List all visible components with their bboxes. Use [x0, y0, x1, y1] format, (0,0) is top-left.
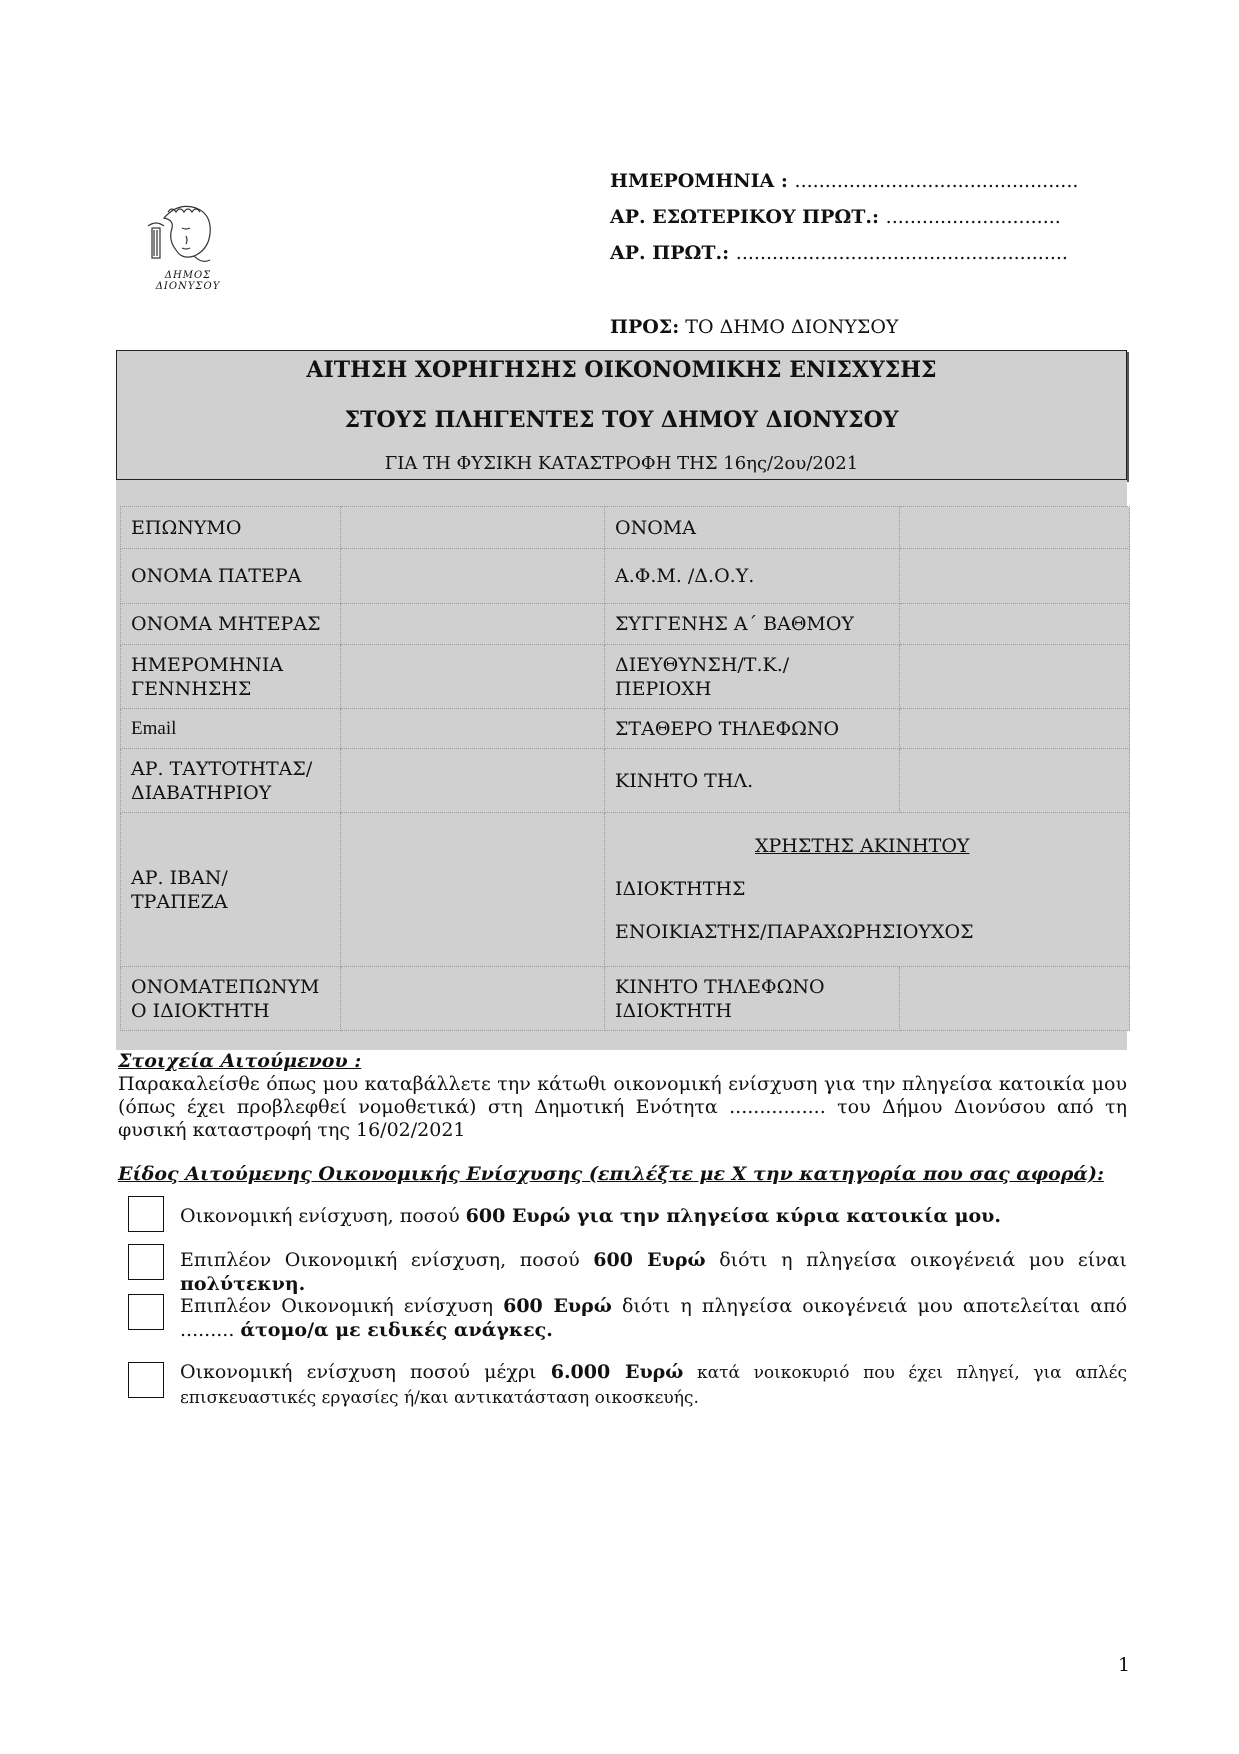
- option-3-text-middle: διότι η πληγείσα οικογένειά μου αποτελείται από .........: [180, 1295, 1128, 1341]
- afm-label: Α.Φ.Μ. /Δ.Ο.Υ.: [605, 549, 900, 604]
- mobile-label: ΚΙΝΗΤΟ ΤΗΛ.: [605, 749, 900, 813]
- form-row: [121, 749, 1130, 813]
- mother-name-label: ΟΝΟΜΑ ΜΗΤΕΡΑΣ: [121, 604, 341, 645]
- form-row: [121, 709, 1130, 749]
- title-box: [116, 350, 1127, 480]
- option-4-text-normal: Οικονομική ενίσχυση ποσού μέχρι: [180, 1361, 551, 1383]
- municipality-logo: [138, 198, 238, 292]
- surname-label: ΕΠΩΝΥΜΟ: [121, 507, 341, 549]
- owner-name-label-line-1: ΟΝΟΜΑΤΕΠΩΝΥΜ: [131, 975, 320, 998]
- date-dots[interactable]: ...............................................: [794, 170, 1079, 192]
- owner-phone-label-line-2: ΙΔΙΟΚΤΗΤΗ: [615, 999, 732, 1022]
- option-3-checkbox[interactable]: [128, 1294, 164, 1330]
- option-4-text-rest: κατά νοικοκυριό που έχει πληγεί, για απλές επισκευαστικές εργασίες ή/και αντικατάσταση οικοσκευής.: [180, 1363, 1127, 1408]
- father-name-input[interactable]: [341, 549, 605, 604]
- owner-name-label-line-2: Ο ΙΔΙΟΚΤΗΤΗ: [131, 999, 270, 1022]
- mother-name-input[interactable]: [341, 604, 605, 645]
- page-number: 1: [1118, 1654, 1131, 1676]
- title-line-1: ΑΙΤΗΣΗ ΧΟΡΗΓΗΣΗΣ ΟΙΚΟΝΟΜΙΚΗΣ ΕΝΙΣΧΥΣΗΣ: [306, 357, 937, 383]
- relative-label: ΣΥΓΓΕΝΗΣ Α΄ ΒΑΘΜΟΥ: [605, 604, 900, 645]
- iban-label: [121, 813, 341, 967]
- name-label: ΟΝΟΜΑ: [605, 507, 900, 549]
- mobile-input[interactable]: [900, 749, 1130, 813]
- name-input[interactable]: [900, 507, 1130, 549]
- owner-phone-label-line-1: ΚΙΝΗΤΟ ΤΗΛΕΦΩΝΟ: [615, 975, 825, 998]
- address-label: [605, 645, 900, 709]
- option-4-amount: 6.000 Ευρώ: [550, 1361, 684, 1383]
- option-2-amount: 600 Ευρώ: [593, 1249, 706, 1271]
- property-user-cell: [605, 813, 1130, 967]
- address-label-line-2: ΠΕΡΙΟΧΗ: [615, 677, 712, 700]
- option-2-text-middle: διότι η πληγείσα οικογένειά μου είναι: [705, 1249, 1128, 1271]
- tenant-option[interactable]: ΕΝΟΙΚΙΑΣΤΗΣ/ΠΑΡΑΧΩΡΗΣΙΟΥΧΟΣ: [615, 921, 974, 943]
- landline-input[interactable]: [900, 709, 1130, 749]
- dionysus-head-icon: [138, 198, 238, 270]
- applicant-statement: Παρακαλείσθε όπως μου καταβάλλετε την κάτωθι οικονομική ενίσχυση για την πληγείσα κατοικία μου (όπως έχει προβλεφθεί νομοθετικά) στη Δημοτική Ενότητα ................ του Δήμου Διονύσου από τη φυσική καταστροφή της 16/02/2021: [118, 1073, 1127, 1141]
- relative-input[interactable]: [900, 604, 1130, 645]
- birth-date-label: [121, 645, 341, 709]
- option-1-checkbox[interactable]: [128, 1196, 164, 1232]
- date-label: ΗΜΕΡΟΜΗΝΙΑ :: [610, 170, 788, 192]
- option-2-text: [180, 1248, 1127, 1296]
- birth-date-label-line-1: ΗΜΕΡΟΜΗΝΙΑ: [131, 653, 284, 676]
- option-3-amount: 600 Ευρώ: [503, 1295, 612, 1317]
- recipient-line: [610, 316, 898, 338]
- form-row: [121, 507, 1130, 549]
- title-line-3: ΓΙΑ ΤΗ ΦΥΣΙΚΗ ΚΑΤΑΣΤΡΟΦΗ ΤΗΣ 16ης/2ου/2021: [384, 453, 859, 474]
- father-name-label: ΟΝΟΜΑ ΠΑΤΕΡΑ: [121, 549, 341, 604]
- afm-input[interactable]: [900, 549, 1130, 604]
- option-4-text: [180, 1360, 1127, 1410]
- email-label: Email: [121, 709, 341, 749]
- owner-name-label: [121, 967, 341, 1031]
- option-3-text-bold-end: άτομο/α με ειδικές ανάγκες.: [240, 1319, 553, 1341]
- option-2-checkbox[interactable]: [128, 1244, 164, 1280]
- logo-caption: ΔΗΜΟΣ ΔΙΟΝΥΣΟΥ: [155, 270, 221, 292]
- option-1-text-bold: 600 Ευρώ για την πληγείσα κύρια κατοικία μου.: [465, 1205, 1001, 1227]
- aid-type-section-title: Είδος Αιτούμενης Οικονομικής Ενίσχυσης (επιλέξτε με Χ την κατηγορία που σας αφορά):: [118, 1163, 1105, 1185]
- id-label: [121, 749, 341, 813]
- protocol-dots[interactable]: .......................................................: [735, 242, 1068, 264]
- iban-label-line-1: ΑΡ. IBAN/: [131, 866, 228, 889]
- applicant-section-title: Στοιχεία Αιτούμενου :: [118, 1050, 362, 1072]
- owner-option[interactable]: ΙΔΙΟΚΤΗΤΗΣ: [615, 878, 746, 900]
- birth-date-label-line-2: ΓΕΝΝΗΣΗΣ: [131, 677, 252, 700]
- id-label-line-1: ΑΡ. ΤΑΥΤΟΤΗΤΑΣ/: [131, 757, 313, 780]
- option-3-text-normal: Επιπλέον Οικονομική ενίσχυση: [180, 1295, 504, 1317]
- email-input[interactable]: [341, 709, 605, 749]
- option-3-text: [180, 1294, 1127, 1342]
- address-input[interactable]: [900, 645, 1130, 709]
- recipient-value: ΤΟ ΔΗΜΟ ΔΙΟΝΥΣΟΥ: [685, 316, 899, 338]
- form-row: [121, 967, 1130, 1031]
- recipient-label: ΠΡΟΣ:: [610, 316, 680, 338]
- form-row: [121, 549, 1130, 604]
- landline-label: ΣΤΑΘΕΡΟ ΤΗΛΕΦΩΝΟ: [605, 709, 900, 749]
- form-row: [121, 645, 1130, 709]
- owner-name-input[interactable]: [341, 967, 605, 1031]
- applicant-form-table: [120, 506, 1130, 1031]
- owner-phone-label: [605, 967, 900, 1031]
- option-4-checkbox[interactable]: [128, 1362, 164, 1398]
- address-label-line-1: ΔΙΕΥΘΥΝΣΗ/Τ.Κ./: [615, 653, 790, 676]
- property-user-title: ΧΡΗΣΤΗΣ ΑΚΙΝΗΤΟΥ: [755, 835, 970, 857]
- protocol-field: [610, 242, 1068, 264]
- option-1-text-normal: Οικονομική ενίσχυση, ποσού: [180, 1205, 466, 1227]
- surname-input[interactable]: [341, 507, 605, 549]
- form-row: [121, 604, 1130, 645]
- birth-date-input[interactable]: [341, 645, 605, 709]
- option-1-text: [180, 1204, 1127, 1228]
- id-input[interactable]: [341, 749, 605, 813]
- internal-protocol-field: [610, 206, 1061, 228]
- date-field: [610, 170, 1078, 192]
- iban-label-line-2: ΤΡΑΠΕΖΑ: [131, 890, 228, 913]
- protocol-label: ΑΡ. ΠΡΩΤ.:: [610, 242, 730, 264]
- form-row: [121, 813, 1130, 967]
- id-label-line-2: ΔΙΑΒΑΤΗΡΙΟΥ: [131, 781, 272, 804]
- internal-protocol-label: ΑΡ. ΕΣΩΤΕΡΙΚΟΥ ΠΡΩΤ.:: [610, 206, 880, 228]
- option-2-text-bold-end: πολύτεκνη.: [180, 1273, 306, 1295]
- title-line-2: ΣΤΟΥΣ ΠΛΗΓΕΝΤΕΣ ΤΟΥ ΔΗΜΟΥ ΔΙΟΝΥΣΟΥ: [344, 407, 899, 433]
- iban-input[interactable]: [341, 813, 605, 967]
- internal-protocol-dots[interactable]: .............................: [885, 206, 1061, 228]
- option-2-text-normal: Επιπλέον Οικονομική ενίσχυση, ποσού: [180, 1249, 594, 1271]
- owner-phone-input[interactable]: [900, 967, 1130, 1031]
